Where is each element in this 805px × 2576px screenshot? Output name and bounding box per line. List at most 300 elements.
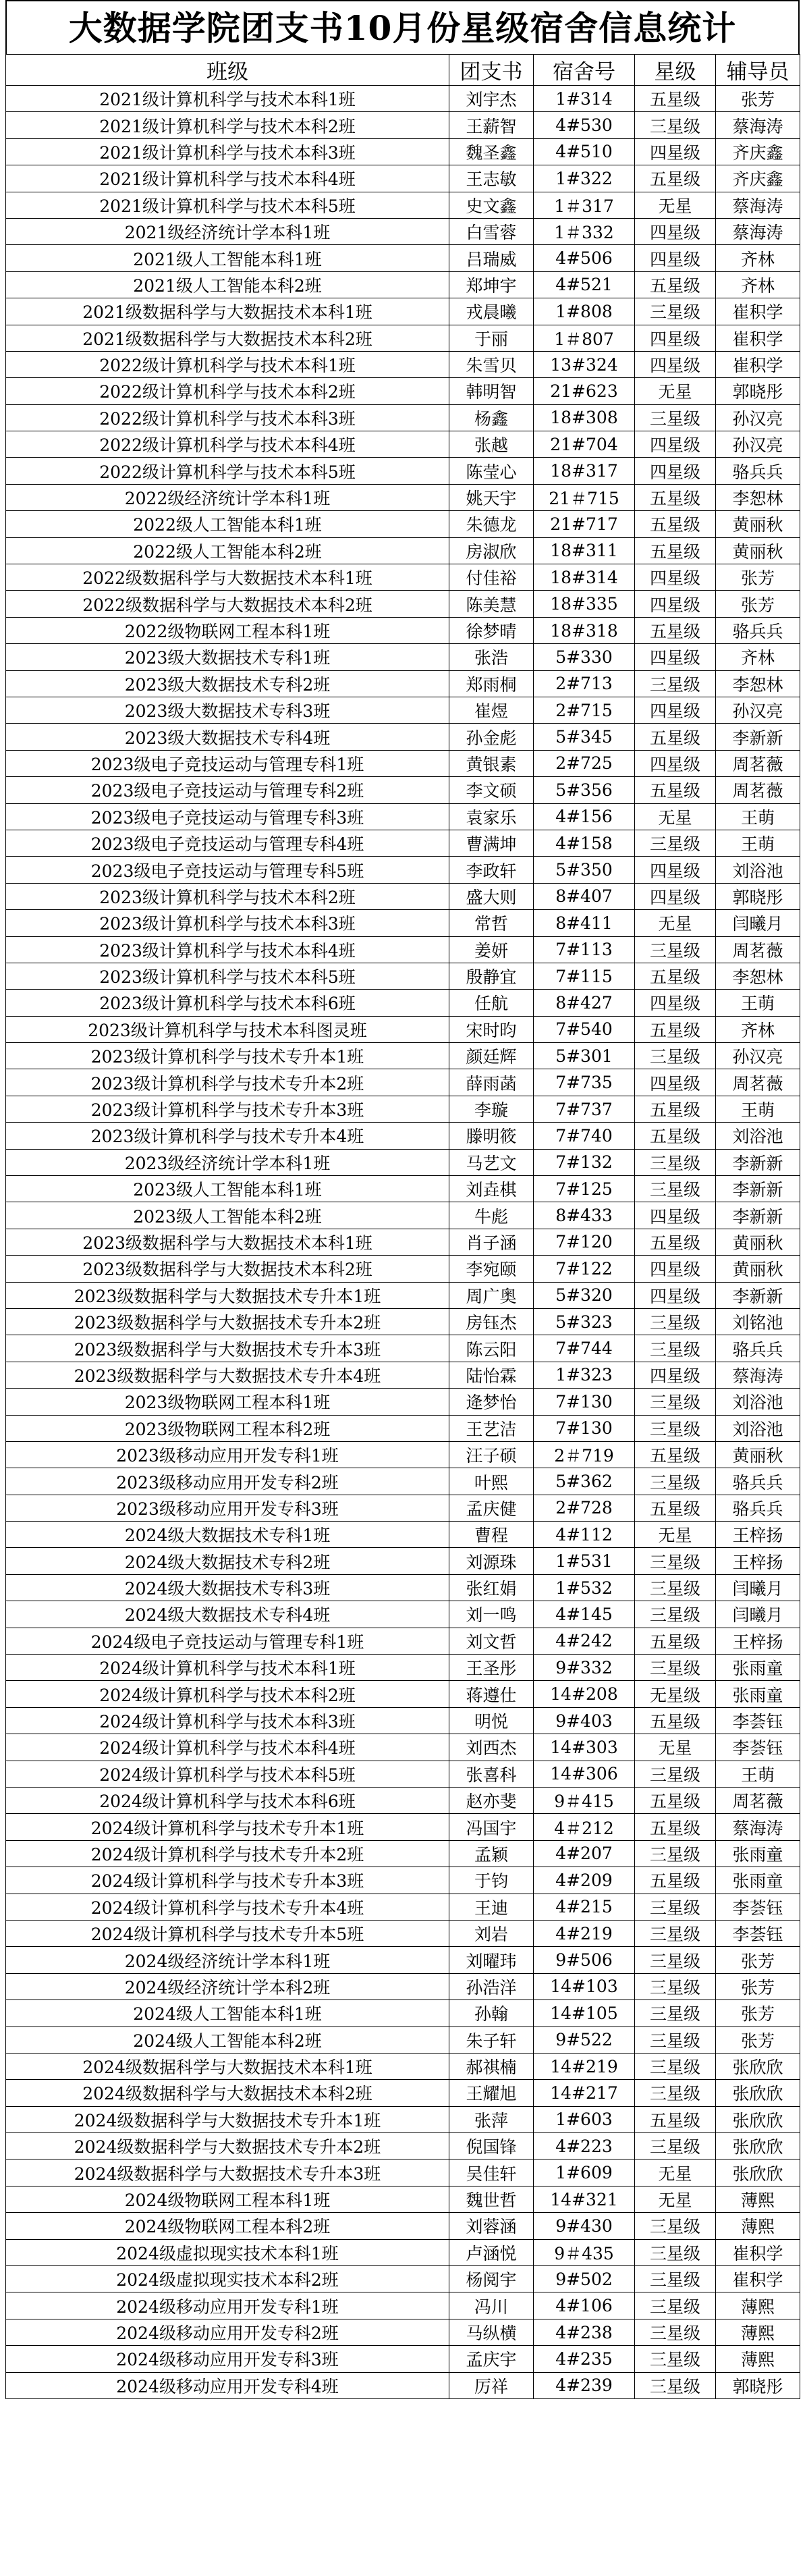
secretary-cell: 曹程 bbox=[449, 1522, 534, 1548]
class-cell: 2021级计算机科学与技术本科5班 bbox=[6, 192, 449, 218]
dorm-cell: 4#158 bbox=[534, 830, 635, 856]
dorm-cell: 5#350 bbox=[534, 857, 635, 883]
dorm-cell: 7#122 bbox=[534, 1256, 635, 1282]
secretary-cell: 于钧 bbox=[449, 1867, 534, 1894]
dorm-cell: 14#303 bbox=[534, 1734, 635, 1761]
secretary-cell: 刘岩 bbox=[449, 1920, 534, 1946]
table-row bbox=[6, 112, 800, 138]
secretary-cell: 刘宇杰 bbox=[449, 86, 534, 112]
dorm-cell: 7#125 bbox=[534, 1176, 635, 1202]
counselor-cell: 骆兵兵 bbox=[716, 1468, 800, 1495]
counselor-cell: 周茗薇 bbox=[716, 936, 800, 963]
class-cell: 2024级移动应用开发专科1班 bbox=[6, 2292, 449, 2319]
counselor-cell: 张芳 bbox=[716, 2000, 800, 2027]
table-row bbox=[6, 1043, 800, 1069]
dorm-cell: 7#737 bbox=[534, 1096, 635, 1122]
class-cell: 2024级计算机科学与技术专升本3班 bbox=[6, 1867, 449, 1894]
star-cell: 四星级 bbox=[635, 1069, 716, 1096]
dorm-cell: 4#521 bbox=[534, 271, 635, 298]
star-cell: 三星级 bbox=[635, 1149, 716, 1175]
dorm-cell: 9#506 bbox=[534, 1947, 635, 1973]
table-row bbox=[6, 192, 800, 218]
table-row bbox=[6, 431, 800, 458]
class-cell: 2023级物联网工程本科2班 bbox=[6, 1415, 449, 1441]
class-cell: 2022级经济统计学本科1班 bbox=[6, 484, 449, 510]
class-cell: 2022级物联网工程本科1班 bbox=[6, 617, 449, 643]
star-cell: 三星级 bbox=[635, 1389, 716, 1415]
table-row bbox=[6, 1495, 800, 1521]
class-cell: 2022级计算机科学与技术本科3班 bbox=[6, 404, 449, 431]
page-title: 大数据学院团支书10月份星级宿舍信息统计 bbox=[5, 0, 800, 54]
class-cell: 2023级计算机科学与技术本科2班 bbox=[6, 883, 449, 909]
secretary-cell: 宋时昀 bbox=[449, 1016, 534, 1042]
class-cell: 2024级计算机科学与技术专升本4班 bbox=[6, 1894, 449, 1920]
star-cell: 五星级 bbox=[635, 1628, 716, 1654]
counselor-cell: 崔积学 bbox=[716, 2239, 800, 2265]
star-cell: 三星级 bbox=[635, 1973, 716, 2000]
dorm-cell: 5#323 bbox=[534, 1308, 635, 1335]
counselor-cell: 张芳 bbox=[716, 1973, 800, 2000]
class-cell: 2023级数据科学与大数据技术本科2班 bbox=[6, 1256, 449, 1282]
table-row bbox=[6, 86, 800, 112]
counselor-cell: 齐林 bbox=[716, 1016, 800, 1042]
table-row bbox=[6, 990, 800, 1016]
secretary-cell: 曹满坤 bbox=[449, 830, 534, 856]
table-row bbox=[6, 378, 800, 404]
secretary-cell: 孙浩洋 bbox=[449, 1973, 534, 2000]
table-row bbox=[6, 1973, 800, 2000]
counselor-cell: 骆兵兵 bbox=[716, 1335, 800, 1362]
dorm-cell: 4#235 bbox=[534, 2346, 635, 2372]
dorm-cell: 1#322 bbox=[534, 165, 635, 192]
dorm-cell: 2#713 bbox=[534, 670, 635, 697]
dorm-cell: 8#411 bbox=[534, 910, 635, 936]
secretary-cell: 姚天宇 bbox=[449, 484, 534, 510]
secretary-cell: 孙翰 bbox=[449, 2000, 534, 2027]
table-row bbox=[6, 697, 800, 723]
table-row bbox=[6, 2186, 800, 2212]
star-cell: 五星级 bbox=[635, 1707, 716, 1734]
table-row bbox=[6, 404, 800, 431]
class-cell: 2023级数据科学与大数据技术专升本4班 bbox=[6, 1362, 449, 1388]
counselor-cell: 蔡海涛 bbox=[716, 192, 800, 218]
secretary-cell: 牛彪 bbox=[449, 1202, 534, 1229]
class-cell: 2023级移动应用开发专科2班 bbox=[6, 1468, 449, 1495]
class-cell: 2023级经济统计学本科1班 bbox=[6, 1149, 449, 1175]
counselor-cell: 孙汉亮 bbox=[716, 1043, 800, 1069]
class-cell: 2024级物联网工程本科2班 bbox=[6, 2213, 449, 2239]
class-cell: 2023级电子竞技运动与管理专科2班 bbox=[6, 777, 449, 803]
class-cell: 2023级数据科学与大数据技术专升本3班 bbox=[6, 1335, 449, 1362]
class-cell: 2024级计算机科学与技术本科4班 bbox=[6, 1734, 449, 1761]
counselor-cell: 薄熙 bbox=[716, 2292, 800, 2319]
counselor-cell: 齐林 bbox=[716, 245, 800, 271]
star-cell: 五星级 bbox=[635, 1814, 716, 1840]
secretary-cell: 李政轩 bbox=[449, 857, 534, 883]
secretary-cell: 徐梦晴 bbox=[449, 617, 534, 643]
counselor-cell: 王萌 bbox=[716, 830, 800, 856]
class-cell: 2021级人工智能本科2班 bbox=[6, 271, 449, 298]
secretary-cell: 房钰杰 bbox=[449, 1308, 534, 1335]
table-row bbox=[6, 298, 800, 325]
secretary-cell: 崔煜 bbox=[449, 697, 534, 723]
class-cell: 2023级移动应用开发专科1班 bbox=[6, 1441, 449, 1468]
dorm-cell: 18#335 bbox=[534, 591, 635, 617]
secretary-cell: 郝祺楠 bbox=[449, 2053, 534, 2079]
secretary-cell: 马艺文 bbox=[449, 1149, 534, 1175]
table-row bbox=[6, 2080, 800, 2106]
star-cell: 四星级 bbox=[635, 1362, 716, 1388]
table-row bbox=[6, 910, 800, 936]
class-cell: 2024级移动应用开发专科3班 bbox=[6, 2346, 449, 2372]
table-row bbox=[6, 1628, 800, 1654]
counselor-cell: 李新新 bbox=[716, 1282, 800, 1308]
secretary-cell: 刘曜玮 bbox=[449, 1947, 534, 1973]
star-cell: 五星级 bbox=[635, 1016, 716, 1042]
dorm-cell: 21＃715 bbox=[534, 484, 635, 510]
star-cell: 无星 bbox=[635, 2186, 716, 2212]
class-cell: 2024级数据科学与大数据技术专升本3班 bbox=[6, 2159, 449, 2186]
table-row bbox=[6, 1335, 800, 1362]
class-cell: 2023级计算机科学与技术专升本3班 bbox=[6, 1096, 449, 1122]
counselor-cell: 崔积学 bbox=[716, 351, 800, 377]
class-cell: 2024级经济统计学本科1班 bbox=[6, 1947, 449, 1973]
counselor-cell: 黄丽秋 bbox=[716, 1441, 800, 1468]
counselor-cell: 张芳 bbox=[716, 86, 800, 112]
counselor-cell: 骆兵兵 bbox=[716, 458, 800, 484]
dorm-cell: 4#510 bbox=[534, 138, 635, 165]
counselor-cell: 黄丽秋 bbox=[716, 1229, 800, 1255]
class-cell: 2023级移动应用开发专科3班 bbox=[6, 1495, 449, 1521]
table-row bbox=[6, 1176, 800, 1202]
secretary-cell: 魏圣鑫 bbox=[449, 138, 534, 165]
table-row bbox=[6, 325, 800, 351]
counselor-cell: 李新新 bbox=[716, 1176, 800, 1202]
secretary-cell: 王薪智 bbox=[449, 112, 534, 138]
star-cell: 五星级 bbox=[635, 1441, 716, 1468]
table-row bbox=[6, 724, 800, 750]
class-cell: 2023级物联网工程本科1班 bbox=[6, 1389, 449, 1415]
star-cell: 四星级 bbox=[635, 750, 716, 776]
header-dorm: 宿舍号 bbox=[534, 55, 635, 86]
class-cell: 2023级大数据技术专科4班 bbox=[6, 724, 449, 750]
counselor-cell: 张芳 bbox=[716, 564, 800, 591]
secretary-cell: 孟庆宇 bbox=[449, 2346, 534, 2372]
secretary-cell: 厉祥 bbox=[449, 2372, 534, 2398]
star-cell: 五星级 bbox=[635, 86, 716, 112]
star-cell: 三星级 bbox=[635, 2080, 716, 2106]
dorm-cell: 1#314 bbox=[534, 86, 635, 112]
table-row bbox=[6, 2159, 800, 2186]
dorm-cell: 4#209 bbox=[534, 1867, 635, 1894]
table-row bbox=[6, 1149, 800, 1175]
counselor-cell: 王萌 bbox=[716, 803, 800, 830]
secretary-cell: 张萍 bbox=[449, 2106, 534, 2132]
dorm-cell: 7#132 bbox=[534, 1149, 635, 1175]
class-cell: 2024级大数据技术专科1班 bbox=[6, 1522, 449, 1548]
counselor-cell: 黄丽秋 bbox=[716, 537, 800, 564]
class-cell: 2023级大数据技术专科3班 bbox=[6, 697, 449, 723]
table-row bbox=[6, 2346, 800, 2372]
class-cell: 2024级数据科学与大数据技术专升本2班 bbox=[6, 2133, 449, 2159]
class-cell: 2024级计算机科学与技术本科3班 bbox=[6, 1707, 449, 1734]
counselor-cell: 闫曦月 bbox=[716, 1574, 800, 1601]
star-cell: 四星级 bbox=[635, 644, 716, 670]
star-cell: 三星级 bbox=[635, 830, 716, 856]
secretary-cell: 刘一鸣 bbox=[449, 1601, 534, 1628]
dorm-cell: 18#317 bbox=[534, 458, 635, 484]
star-cell: 无星 bbox=[635, 378, 716, 404]
star-cell: 四星级 bbox=[635, 1202, 716, 1229]
secretary-cell: 吕瑞威 bbox=[449, 245, 534, 271]
secretary-cell: 卢涵悦 bbox=[449, 2239, 534, 2265]
counselor-cell: 刘浴池 bbox=[716, 1415, 800, 1441]
table-row bbox=[6, 458, 800, 484]
table-row bbox=[6, 963, 800, 989]
counselor-cell: 张雨童 bbox=[716, 1840, 800, 1867]
counselor-cell: 郭晓彤 bbox=[716, 378, 800, 404]
secretary-cell: 朱德龙 bbox=[449, 511, 534, 537]
dorm-cell: 1＃332 bbox=[534, 218, 635, 244]
secretary-cell: 倪国锋 bbox=[449, 2133, 534, 2159]
secretary-cell: 王耀旭 bbox=[449, 2080, 534, 2106]
secretary-cell: 朱子轩 bbox=[449, 2027, 534, 2053]
star-cell: 三星级 bbox=[635, 1947, 716, 1973]
dorm-cell: 4#156 bbox=[534, 803, 635, 830]
star-cell: 三星级 bbox=[635, 1574, 716, 1601]
secretary-cell: 赵亦斐 bbox=[449, 1788, 534, 1814]
star-cell: 四星级 bbox=[635, 1256, 716, 1282]
table-row bbox=[6, 537, 800, 564]
dorm-cell: 21#704 bbox=[534, 431, 635, 458]
secretary-cell: 郑雨桐 bbox=[449, 670, 534, 697]
secretary-cell: 冯川 bbox=[449, 2292, 534, 2319]
star-cell: 无星 bbox=[635, 803, 716, 830]
star-cell: 三星级 bbox=[635, 2292, 716, 2319]
class-cell: 2023级电子竞技运动与管理专科5班 bbox=[6, 857, 449, 883]
secretary-cell: 吴佳轩 bbox=[449, 2159, 534, 2186]
counselor-cell: 张雨童 bbox=[716, 1867, 800, 1894]
star-cell: 三星级 bbox=[635, 936, 716, 963]
star-cell: 五星级 bbox=[635, 1229, 716, 1255]
counselor-cell: 李新新 bbox=[716, 1149, 800, 1175]
star-cell: 三星级 bbox=[635, 2053, 716, 2079]
secretary-cell: 魏世哲 bbox=[449, 2186, 534, 2212]
counselor-cell: 李荟钰 bbox=[716, 1734, 800, 1761]
counselor-cell: 李荟钰 bbox=[716, 1920, 800, 1946]
counselor-cell: 张欣欣 bbox=[716, 2053, 800, 2079]
counselor-cell: 孙汉亮 bbox=[716, 697, 800, 723]
secretary-cell: 颜廷辉 bbox=[449, 1043, 534, 1069]
dorm-cell: 14#219 bbox=[534, 2053, 635, 2079]
dorm-cell: 13#324 bbox=[534, 351, 635, 377]
star-cell: 五星级 bbox=[635, 1867, 716, 1894]
counselor-cell: 王梓扬 bbox=[716, 1522, 800, 1548]
secretary-cell: 王志敏 bbox=[449, 165, 534, 192]
table-row bbox=[6, 830, 800, 856]
table-row bbox=[6, 1681, 800, 1707]
table-body bbox=[6, 86, 800, 2399]
star-cell: 三星级 bbox=[635, 298, 716, 325]
counselor-cell: 郭晓彤 bbox=[716, 883, 800, 909]
counselor-cell: 蔡海涛 bbox=[716, 218, 800, 244]
dorm-cell: 4#506 bbox=[534, 245, 635, 271]
dorm-cell: 5#330 bbox=[534, 644, 635, 670]
secretary-cell: 刘西杰 bbox=[449, 1734, 534, 1761]
table-row bbox=[6, 1389, 800, 1415]
dorm-cell: 4#219 bbox=[534, 1920, 635, 1946]
counselor-cell: 张芳 bbox=[716, 1947, 800, 1973]
table-row bbox=[6, 1308, 800, 1335]
class-cell: 2023级计算机科学与技术本科图灵班 bbox=[6, 1016, 449, 1042]
star-cell: 无星 bbox=[635, 2159, 716, 2186]
table-row bbox=[6, 1920, 800, 1946]
counselor-cell: 刘浴池 bbox=[716, 1389, 800, 1415]
table-row bbox=[6, 1947, 800, 1973]
header-secretary: 团支书 bbox=[449, 55, 534, 86]
class-cell: 2024级数据科学与大数据技术本科1班 bbox=[6, 2053, 449, 2079]
counselor-cell: 王梓扬 bbox=[716, 1628, 800, 1654]
counselor-cell: 崔积学 bbox=[716, 298, 800, 325]
counselor-cell: 刘铭池 bbox=[716, 1308, 800, 1335]
counselor-cell: 齐林 bbox=[716, 644, 800, 670]
dorm-cell: 5#320 bbox=[534, 1282, 635, 1308]
table-row bbox=[6, 2266, 800, 2292]
table-row bbox=[6, 165, 800, 192]
dorm-cell: 2#715 bbox=[534, 697, 635, 723]
star-cell: 三星级 bbox=[635, 1840, 716, 1867]
class-cell: 2022级计算机科学与技术本科2班 bbox=[6, 378, 449, 404]
class-cell: 2024级虚拟现实技术本科2班 bbox=[6, 2266, 449, 2292]
counselor-cell: 崔积学 bbox=[716, 2266, 800, 2292]
secretary-cell: 杨阅宇 bbox=[449, 2266, 534, 2292]
star-cell: 四星级 bbox=[635, 883, 716, 909]
star-cell: 四星级 bbox=[635, 245, 716, 271]
star-cell: 五星级 bbox=[635, 777, 716, 803]
dorm-cell: 14#103 bbox=[534, 1973, 635, 2000]
table-row bbox=[6, 1522, 800, 1548]
counselor-cell: 张欣欣 bbox=[716, 2080, 800, 2106]
star-cell: 四星级 bbox=[635, 458, 716, 484]
star-cell: 五星级 bbox=[635, 1495, 716, 1521]
secretary-cell: 陆怡霖 bbox=[449, 1362, 534, 1388]
dorm-cell: 8#433 bbox=[534, 1202, 635, 1229]
dorm-cell: 1#323 bbox=[534, 1362, 635, 1388]
counselor-cell: 黄丽秋 bbox=[716, 511, 800, 537]
class-cell: 2024级计算机科学与技术本科5班 bbox=[6, 1761, 449, 1787]
dorm-cell: 14#321 bbox=[534, 2186, 635, 2212]
class-cell: 2024级计算机科学与技术本科2班 bbox=[6, 1681, 449, 1707]
dorm-cell: 8#427 bbox=[534, 990, 635, 1016]
secretary-cell: 刘蓉涵 bbox=[449, 2213, 534, 2239]
counselor-cell: 周茗薇 bbox=[716, 750, 800, 776]
class-cell: 2023级大数据技术专科1班 bbox=[6, 644, 449, 670]
star-cell: 无星 bbox=[635, 1734, 716, 1761]
dorm-cell: 8#407 bbox=[534, 883, 635, 909]
table-row bbox=[6, 777, 800, 803]
header-class: 班级 bbox=[6, 55, 449, 86]
star-cell: 三星级 bbox=[635, 2372, 716, 2398]
secretary-cell: 白雪蓉 bbox=[449, 218, 534, 244]
table-row bbox=[6, 1707, 800, 1734]
dorm-cell: 1＃807 bbox=[534, 325, 635, 351]
counselor-cell: 孙汉亮 bbox=[716, 404, 800, 431]
table-row bbox=[6, 2239, 800, 2265]
star-cell: 无星 bbox=[635, 192, 716, 218]
dorm-cell: 5#301 bbox=[534, 1043, 635, 1069]
secretary-cell: 张浩 bbox=[449, 644, 534, 670]
class-cell: 2024级大数据技术专科4班 bbox=[6, 1601, 449, 1628]
star-cell: 三星级 bbox=[635, 404, 716, 431]
dorm-cell: 18#318 bbox=[534, 617, 635, 643]
table-row bbox=[6, 564, 800, 591]
counselor-cell: 蔡海涛 bbox=[716, 112, 800, 138]
counselor-cell: 张芳 bbox=[716, 591, 800, 617]
star-cell: 五星级 bbox=[635, 617, 716, 643]
dorm-cell: 9#430 bbox=[534, 2213, 635, 2239]
secretary-cell: 张红娟 bbox=[449, 1574, 534, 1601]
star-cell: 三星级 bbox=[635, 2239, 716, 2265]
counselor-cell: 刘浴池 bbox=[716, 857, 800, 883]
secretary-cell: 刘垚棋 bbox=[449, 1176, 534, 1202]
dorm-cell: 4＃212 bbox=[534, 1814, 635, 1840]
table-row bbox=[6, 1202, 800, 1229]
class-cell: 2024级数据科学与大数据技术专升本1班 bbox=[6, 2106, 449, 2132]
secretary-cell: 张喜科 bbox=[449, 1761, 534, 1787]
class-cell: 2021级计算机科学与技术本科1班 bbox=[6, 86, 449, 112]
table-row bbox=[6, 1788, 800, 1814]
secretary-cell: 戎晨曦 bbox=[449, 298, 534, 325]
star-cell: 无星 bbox=[635, 910, 716, 936]
counselor-cell: 薄熙 bbox=[716, 2319, 800, 2345]
star-cell: 五星级 bbox=[635, 1123, 716, 1149]
counselor-cell: 刘浴池 bbox=[716, 1123, 800, 1149]
star-cell: 四星级 bbox=[635, 591, 716, 617]
secretary-cell: 逄梦怡 bbox=[449, 1389, 534, 1415]
table-row bbox=[6, 936, 800, 963]
table-row bbox=[6, 218, 800, 244]
secretary-cell: 刘文哲 bbox=[449, 1628, 534, 1654]
star-cell: 三星级 bbox=[635, 1308, 716, 1335]
dorm-cell: 14#217 bbox=[534, 2080, 635, 2106]
secretary-cell: 杨鑫 bbox=[449, 404, 534, 431]
header-row bbox=[6, 55, 800, 86]
counselor-cell: 孙汉亮 bbox=[716, 431, 800, 458]
secretary-cell: 李璇 bbox=[449, 1096, 534, 1122]
counselor-cell: 齐林 bbox=[716, 271, 800, 298]
table-row bbox=[6, 2213, 800, 2239]
class-cell: 2023级计算机科学与技术专升本2班 bbox=[6, 1069, 449, 1096]
secretary-cell: 叶熙 bbox=[449, 1468, 534, 1495]
counselor-cell: 王萌 bbox=[716, 1096, 800, 1122]
table-row bbox=[6, 1415, 800, 1441]
dorm-cell: 7#113 bbox=[534, 936, 635, 963]
star-cell: 三星级 bbox=[635, 1894, 716, 1920]
class-cell: 2023级计算机科学与技术本科3班 bbox=[6, 910, 449, 936]
table-row bbox=[6, 1282, 800, 1308]
star-cell: 三星级 bbox=[635, 670, 716, 697]
secretary-cell: 蒋遵仕 bbox=[449, 1681, 534, 1707]
table-row bbox=[6, 2319, 800, 2345]
table-row bbox=[6, 803, 800, 830]
class-cell: 2023级电子竞技运动与管理专科1班 bbox=[6, 750, 449, 776]
secretary-cell: 韩明智 bbox=[449, 378, 534, 404]
class-cell: 2023级数据科学与大数据技术专升本1班 bbox=[6, 1282, 449, 1308]
secretary-cell: 马纵横 bbox=[449, 2319, 534, 2345]
star-cell: 三星级 bbox=[635, 1335, 716, 1362]
counselor-cell: 蔡海涛 bbox=[716, 1814, 800, 1840]
dorm-cell: 7#115 bbox=[534, 963, 635, 989]
